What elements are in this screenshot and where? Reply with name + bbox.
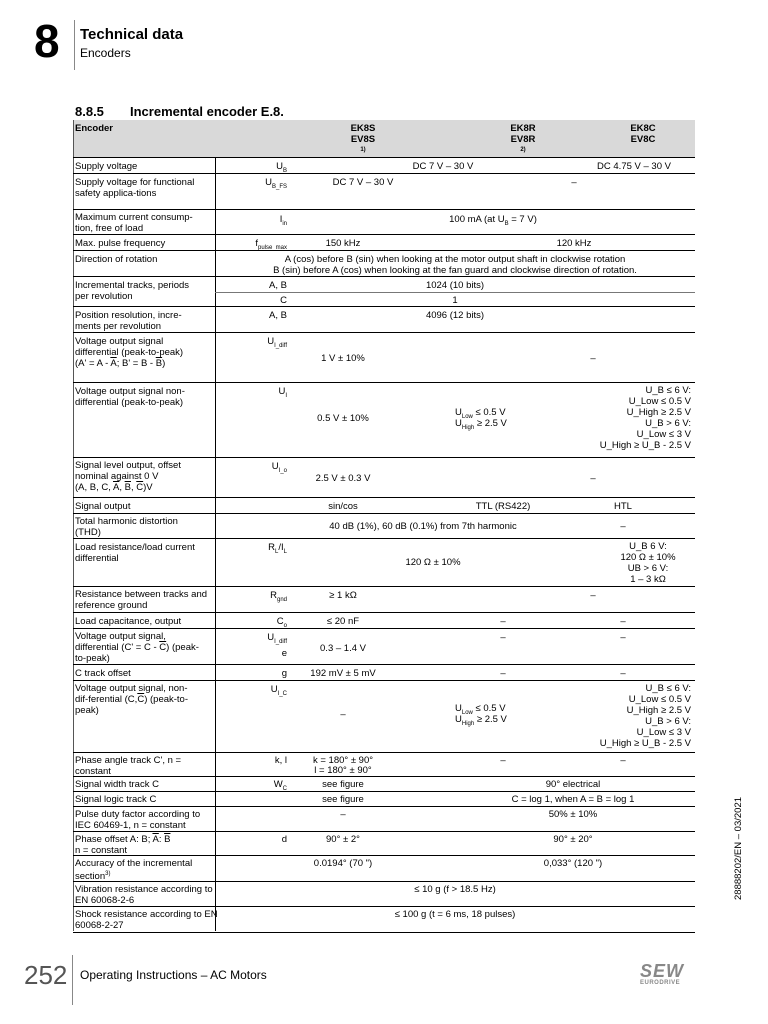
row-subdivider	[215, 292, 695, 293]
label-text: ) (peak-to-peak)	[75, 694, 189, 716]
row-label: Load capacitance, output	[75, 616, 182, 627]
col-header-ek8s	[293, 123, 433, 156]
chapter-title: Technical data	[80, 26, 184, 43]
cell-value-multiline	[603, 541, 693, 585]
row-symbol	[215, 461, 287, 477]
symbol-text: U	[276, 161, 283, 172]
col-header-ek8c-line1: EK8C	[630, 123, 656, 134]
cell-value: 1024 (10 bits)	[425, 280, 485, 291]
row-label: Shock resistance according to EN 60068-2-27	[75, 909, 218, 931]
sew-eurodrive-logo	[640, 962, 692, 992]
section-title: Incremental encoder E.8.	[130, 104, 284, 119]
label-text: Voltage output signal, differential (C' = C -	[75, 631, 166, 653]
table-row-vibration	[73, 881, 695, 907]
cell-value: 40 dB (1%), 60 dB (0.1%) from 7th harmonic	[329, 521, 517, 532]
label-text: ,	[130, 482, 137, 493]
cell-value: 90° electrical	[545, 779, 601, 790]
cell-value: 4096 (12 bits)	[425, 310, 485, 321]
label-text: (A, B, C,	[75, 482, 114, 493]
value-line: U_Low ≤ 3 V	[636, 727, 691, 738]
value-sub: High	[461, 424, 475, 431]
row-label	[75, 460, 200, 493]
symbol-sub: B	[282, 167, 287, 174]
overline-text: $\overline{C}$	[159, 642, 167, 653]
cell-value: –	[340, 709, 346, 720]
symbol-sub: pulse_max	[257, 244, 287, 251]
footer-divider	[72, 955, 73, 1005]
cell-value: DC 7 V – 30 V	[332, 177, 394, 188]
table-row-signal-level	[73, 457, 695, 498]
value-line: U_B 6 V:	[629, 541, 667, 552]
cell-value: 2.5 V ± 0.3 V	[315, 473, 371, 484]
logo-top: SEW	[640, 961, 685, 981]
symbol-sub: I_diff	[274, 342, 287, 349]
table-row-max-current	[73, 209, 695, 235]
symbol-text: U	[271, 461, 279, 472]
table-row-load-resistance	[73, 538, 695, 587]
symbol-text: /I	[278, 542, 284, 553]
cell-value: 90° ± 2°	[326, 834, 360, 845]
symbol-text: R	[270, 590, 277, 601]
table-row-signal-output	[73, 497, 695, 514]
chapter-number: 8	[34, 15, 60, 67]
table-row-load-capacitance	[73, 612, 695, 629]
overline-text: $\overline{C}$	[136, 482, 144, 493]
row-label: Signal logic track C	[75, 794, 157, 805]
symbol-text: f	[255, 238, 258, 249]
col-header-ek8c-line2: EV8C	[630, 134, 656, 145]
symbol-sub: o	[283, 622, 287, 629]
cell-value: 192 mV ± 5 mV	[310, 668, 376, 679]
cell-value: 0,033° (120 ")	[543, 858, 603, 869]
cell-value: –	[620, 668, 626, 679]
table-row-nondiff-output	[73, 382, 695, 458]
cell-value: sin/cos	[328, 501, 358, 512]
section-number: 8.8.5	[75, 104, 104, 119]
row-symbol	[215, 386, 287, 402]
symbol-text: e	[281, 647, 287, 659]
overline-text: $\overline{B}$	[124, 482, 131, 493]
cell-value: –	[590, 473, 596, 484]
overline-text: $\overline{A}$	[152, 834, 159, 845]
value-part: U	[455, 407, 462, 418]
col-header-ek8r	[453, 123, 593, 156]
value-line: U_Low ≤ 0.5 V	[628, 694, 691, 705]
col-header-ek8s-line1: EK8S	[350, 123, 376, 134]
value-line: U_High ≥ U_B - 2.5 V	[599, 738, 691, 749]
value-part: = 7 V)	[508, 214, 537, 225]
table-row-pulse-frequency	[73, 234, 695, 251]
row-symbol: C	[280, 295, 287, 306]
symbol-sub: in	[282, 220, 287, 227]
cell-value: ≤ 20 nF	[326, 616, 360, 627]
table-row-position-resolution	[73, 306, 695, 333]
value-part: U	[455, 714, 462, 725]
value-part: U	[455, 703, 462, 714]
label-text: (A' = A -	[75, 358, 111, 369]
table-row-c-track-offset	[73, 664, 695, 681]
overline-text: $\overline{B}$	[155, 358, 163, 369]
cell-value: 150 kHz	[325, 238, 361, 249]
label-text: Signal level output, offset nominal against 0 V	[75, 460, 181, 482]
cell-value: DC 4.75 V – 30 V	[597, 161, 671, 172]
label-text: ,	[119, 482, 125, 493]
symbol-sub: I	[285, 392, 287, 399]
cell-value: 1	[452, 295, 458, 306]
row-label: Total harmonic distortion (THD)	[75, 516, 178, 538]
cell-value: ≤ 100 g (t = 6 ms, 18 pulses)	[394, 909, 516, 920]
row-label: Resistance between tracks and reference ground	[75, 589, 208, 611]
cell-value: l = 180° ± 90°	[314, 765, 372, 776]
cell-value: B (sin) before A (cos) when looking at the fan guard and clockwise direction of rotation.	[273, 265, 637, 276]
row-label: Voltage output signal non-differential (peak-to-peak)	[75, 386, 185, 408]
cell-value: TTL (RS422)	[475, 501, 531, 512]
value-line: U_High ≥ 2.5 V	[626, 705, 691, 716]
label-text: ; B' = B -	[116, 358, 156, 369]
col-header-ek8r-line2: EV8R	[510, 134, 536, 145]
row-label: Max. pulse frequency	[75, 238, 166, 249]
row-symbol: d	[281, 834, 287, 845]
cell-value: –	[620, 632, 626, 643]
value-line: U_High ≥ 2.5 V	[626, 407, 691, 418]
table-row-phase-angle	[73, 752, 695, 777]
cell-value: –	[620, 755, 626, 766]
cell-value: A (cos) before B (sin) when looking at the motor output shaft in clockwise rotation	[284, 254, 626, 265]
col-header-ek8s-footnote: 1)	[360, 147, 366, 153]
label-text: Accuracy of the incremental section	[75, 858, 193, 883]
cell-value: 120 kHz	[556, 238, 592, 249]
table-row-diff-output	[73, 332, 695, 383]
table-row-resistance-gnd	[73, 586, 695, 613]
symbol-sub: I_C	[277, 690, 287, 697]
document-number: 28888202/EN – 03/2021	[733, 796, 744, 900]
value-line: U_Low ≤ 0.5 V	[628, 396, 691, 407]
row-label: Maximum current consump-tion, free of load	[75, 212, 193, 234]
label-text: )V	[143, 482, 153, 493]
cell-value: 90° ± 20°	[553, 834, 593, 845]
table-row-incremental-tracks	[73, 276, 695, 307]
cell-value: –	[340, 809, 346, 820]
cell-value	[455, 714, 507, 730]
cell-value-multiline	[573, 683, 691, 749]
cell-value: 1 V ± 10%	[321, 353, 365, 364]
symbol-text: W	[273, 779, 283, 790]
symbol-text: U	[265, 177, 272, 188]
value-part: 100 mA (at U	[449, 214, 505, 225]
cell-value: –	[500, 616, 506, 627]
row-label: C track offset	[75, 668, 131, 679]
value-line: U_B ≤ 6 V:	[645, 385, 691, 396]
cell-value: 0.5 V ± 10%	[317, 413, 369, 424]
cell-value: –	[620, 616, 626, 627]
label-text: n = constant	[75, 845, 128, 856]
label-text: ) (peak-to-peak)	[75, 642, 199, 664]
symbol-sub: L	[283, 548, 287, 555]
table-header-row	[73, 120, 695, 157]
value-part: ≤ 0.5 V	[472, 703, 506, 714]
row-symbol	[215, 684, 287, 700]
symbol-sub: B_FS	[271, 183, 287, 190]
row-label: Incremental tracks, periods per revolution	[75, 280, 190, 302]
symbol-text: C	[276, 616, 284, 627]
label-text: Voltage output signal differential (peak-to-peak)	[75, 336, 184, 358]
value-part: ≤ 0.5 V	[472, 407, 506, 418]
row-label	[75, 336, 185, 369]
symbol-text: I	[279, 214, 283, 225]
row-symbol: g	[281, 668, 287, 679]
symbol-sub: C	[282, 785, 287, 792]
table-row-signal-width	[73, 776, 695, 792]
section-heading	[75, 104, 284, 119]
cell-value: DC 7 V – 30 V	[412, 161, 474, 172]
value-line: U_Low ≤ 3 V	[636, 429, 691, 440]
row-label: Position resolution, incre-ments per revolution	[75, 310, 182, 332]
col-header-ek8r-line1: EK8R	[510, 123, 536, 134]
row-symbol	[215, 632, 287, 659]
symbol-text: U	[267, 632, 275, 643]
cell-value-multiline	[573, 385, 691, 451]
label-text: Phase offset A: B;	[75, 834, 153, 845]
row-label: Vibration resistance according to EN 60068-2-6	[75, 884, 213, 906]
value-line: U_High ≥ U_B - 2.5 V	[599, 440, 691, 451]
cell-value: see figure	[322, 779, 364, 790]
value-part: ≥ 2.5 V	[474, 418, 507, 429]
logo-bottom: EURODRIVE	[640, 980, 681, 986]
col-header-encoder: Encoder	[75, 123, 114, 134]
row-symbol: k, l	[274, 755, 287, 766]
value-line: U_B ≤ 6 V:	[645, 683, 691, 694]
cell-value: see figure	[322, 794, 364, 805]
table-row-shock	[73, 906, 695, 933]
cell-value: 50% ± 10%	[548, 809, 598, 820]
value-line: UB > 6 V:	[627, 563, 669, 574]
symbol-text: R	[268, 542, 276, 553]
label-text: Voltage output signal, non-dif-ferential (C,	[75, 683, 188, 705]
row-symbol: A, B	[269, 280, 287, 291]
cell-value	[293, 214, 693, 230]
col-header-ek8r-footnote: 2)	[520, 147, 526, 153]
row-label: Direction of rotation	[75, 254, 158, 265]
row-label: Signal output	[75, 501, 131, 512]
value-part: U	[455, 418, 462, 429]
overline-text: $\overline{C}$	[137, 694, 145, 705]
encoder-table	[73, 120, 695, 931]
table-row-duty-factor	[73, 806, 695, 832]
row-label: Pulse duty factor according to IEC 60469-1, n = constant	[75, 809, 201, 831]
row-symbol	[215, 214, 287, 230]
row-symbol	[215, 177, 287, 193]
symbol-text: U	[267, 336, 275, 347]
symbol-sub: L	[275, 548, 279, 555]
value-sub: B	[504, 220, 509, 227]
overline-text: $\overline{A}$	[113, 482, 120, 493]
row-label	[75, 858, 200, 882]
table-row-supply-voltage-fs	[73, 173, 695, 210]
chapter-divider	[74, 20, 75, 70]
value-line: U_B > 6 V:	[645, 418, 691, 429]
cell-value: –	[500, 632, 506, 643]
row-label	[75, 631, 200, 664]
cell-value: k = 180° ± 90°	[312, 755, 374, 766]
cell-value: –	[500, 755, 506, 766]
row-label: Phase angle track C', n = constant	[75, 755, 182, 777]
col-header-ek8c	[591, 123, 695, 145]
symbol-sub: gnd	[276, 596, 287, 603]
cell-value: –	[500, 668, 506, 679]
symbol-sub: I_o	[278, 467, 287, 474]
value-line: U_B > 6 V:	[645, 716, 691, 727]
row-label: Signal width track C	[75, 779, 159, 790]
table-row-c-diff-output	[73, 628, 695, 665]
symbol-text: U	[270, 684, 278, 695]
overline-text: $\overline{A}$	[110, 358, 117, 369]
row-label: Load resistance/load current differential	[75, 542, 195, 564]
page-number: 252	[24, 960, 68, 990]
cell-value: C = log 1, when A = B = log 1	[511, 794, 635, 805]
chapter-subtitle: Encoders	[80, 46, 131, 60]
table-row-supply-voltage	[73, 157, 695, 174]
symbol-text: U	[278, 386, 286, 397]
col-header-ek8s-line2: EV8S	[350, 134, 376, 145]
cell-value: ≤ 10 g (f > 18.5 Hz)	[414, 884, 496, 895]
table-row-thd	[73, 513, 695, 539]
overline-text: $\overline{B}$	[164, 834, 171, 845]
cell-value: 0.0194° (70 ")	[313, 858, 373, 869]
row-symbol: A, B	[269, 310, 287, 321]
row-symbol	[215, 336, 287, 352]
row-symbol	[215, 542, 287, 558]
value-sub: Low	[461, 413, 473, 420]
cell-value: 120 Ω ± 10%	[405, 557, 461, 568]
cell-value: –	[590, 590, 596, 601]
cell-value: ≥ 1 kΩ	[329, 590, 357, 601]
row-label: Supply voltage for functional safety applica-tions	[75, 177, 195, 199]
table-row-c-nondiff-output	[73, 680, 695, 753]
table-row-signal-logic	[73, 791, 695, 807]
cell-value: HTL	[614, 501, 632, 512]
cell-value: 0.3 – 1.4 V	[320, 643, 366, 654]
table-row-phase-offset	[73, 831, 695, 856]
row-label	[75, 683, 200, 716]
label-text: :	[158, 834, 165, 845]
cell-value: –	[620, 521, 626, 532]
symbol-sub: I_diff	[274, 638, 287, 645]
value-line: 1 – 3 kΩ	[630, 574, 666, 585]
value-line: 120 Ω ± 10%	[620, 552, 676, 563]
footnote-marker: 3)	[105, 871, 111, 877]
cell-value	[455, 418, 507, 434]
cell-value: –	[571, 177, 577, 188]
table-row-accuracy	[73, 855, 695, 882]
cell-value: –	[590, 353, 596, 364]
value-part: ≥ 2.5 V	[474, 714, 507, 725]
value-sub: Low	[461, 709, 473, 716]
footer-text: Operating Instructions – AC Motors	[80, 968, 267, 982]
value-sub: High	[461, 720, 475, 727]
label-text: )	[162, 358, 166, 369]
row-symbol	[215, 590, 287, 606]
row-label	[75, 834, 200, 856]
row-label: Supply voltage	[75, 161, 138, 172]
table-row-direction	[73, 250, 695, 277]
